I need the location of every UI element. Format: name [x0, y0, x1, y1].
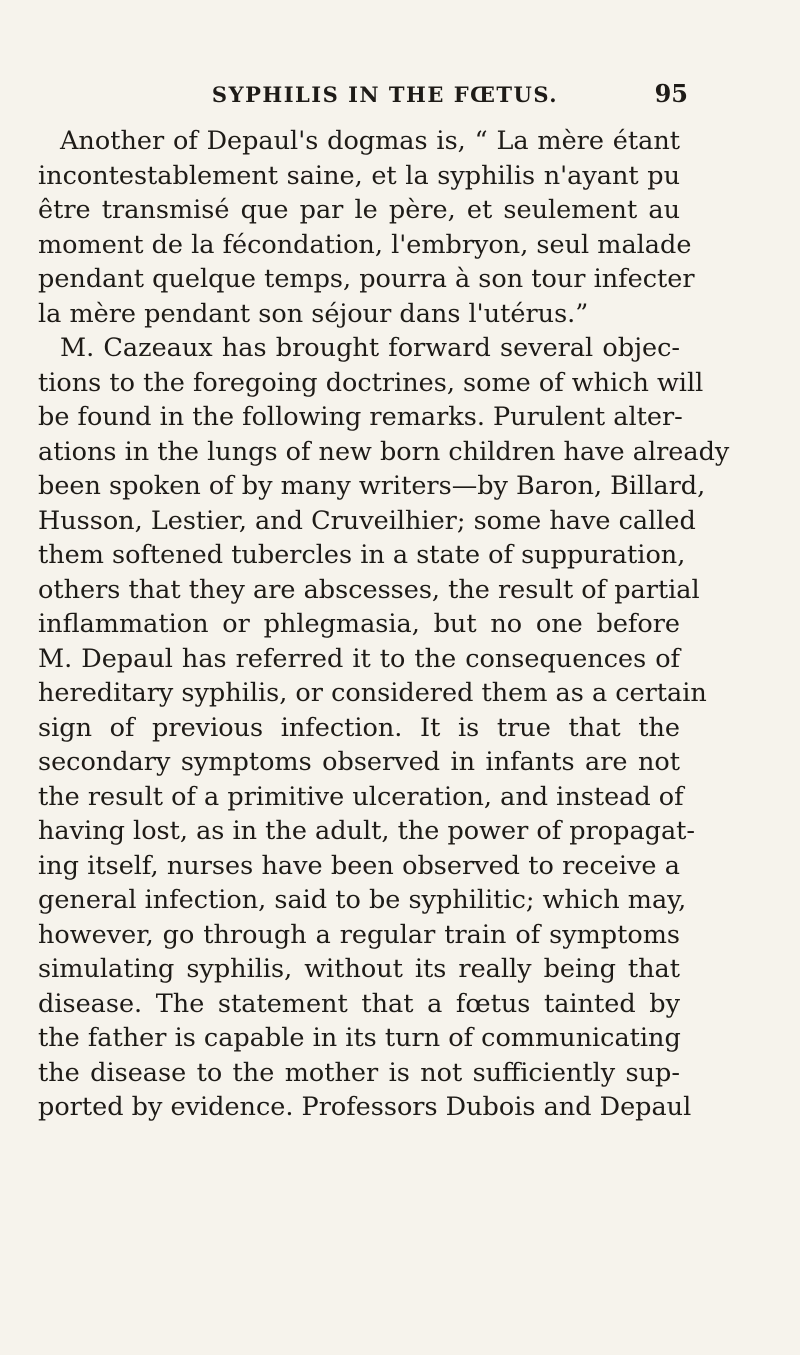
text-line: secondary symptoms observed in infants are not — [38, 747, 680, 777]
text-line: them softened tubercles in a state of suppuration, — [38, 540, 686, 570]
text-line: la mère pendant son séjour dans l'utérus.” — [38, 298, 589, 329]
text-line: tions to the foregoing doctrines, some of which will — [38, 367, 704, 398]
text-line: however, go through a regular train of symptoms — [38, 919, 680, 950]
text-line: ing itself, nurses have been observed to receive a — [38, 850, 680, 881]
body-text — [38, 124, 730, 1125]
text-line: Husson, Lestier, and Cruveilhier; some have called — [38, 505, 696, 536]
text-line: having lost, as in the adult, the power of propagat- — [38, 816, 696, 846]
text-line: moment de la fécondation, l'embryon, seul malade — [38, 229, 692, 260]
text-line: pendant quelque temps, pourra à son tour infecter — [38, 264, 695, 294]
text-line: Another of Depaul's dogmas is, “ La mère étant — [60, 126, 680, 156]
text-line: ations in the lungs of new born children have already — [38, 436, 730, 467]
text-line: hereditary syphilis, or considered them as a certain — [38, 678, 707, 708]
text-line: the father is capable in its turn of communicating — [38, 1023, 681, 1053]
text-line: the result of a primitive ulceration, and instead of — [38, 781, 684, 812]
text-line: ported by evidence. Professors Dubois and Depaul — [38, 1092, 692, 1122]
text-line: been spoken of by many writers—by Baron, Billard, — [38, 471, 706, 501]
text-line: incontestablement saine, et la syphilis n'ayant pu — [38, 160, 680, 191]
page-number: 95 — [654, 79, 688, 108]
text-line: general infection, said to be syphilitic; which may, — [38, 885, 687, 915]
running-title: SYPHILIS IN THE FŒTUS. — [211, 82, 559, 107]
text-line: M. Depaul has referred it to the consequences of — [38, 643, 680, 674]
running-head — [90, 79, 688, 118]
text-line: inflammation or phlegmasia, but no one before — [38, 609, 680, 639]
text-line: the disease to the mother is not sufficiently sup- — [38, 1057, 680, 1088]
text-line: disease. The statement that a fœtus tainted by — [38, 988, 680, 1019]
text-line: être transmisé que par le père, et seulement au — [38, 195, 680, 225]
text-line: M. Cazeaux has brought forward several objec- — [60, 333, 680, 363]
text-line: be found in the following remarks. Purulent alter- — [38, 402, 683, 432]
text-line: sign of previous infection. It is true that the — [38, 712, 680, 743]
text-line: others that they are abscesses, the result of partial — [38, 574, 700, 605]
text-line: simulating syphilis, without its really being that — [38, 954, 680, 984]
